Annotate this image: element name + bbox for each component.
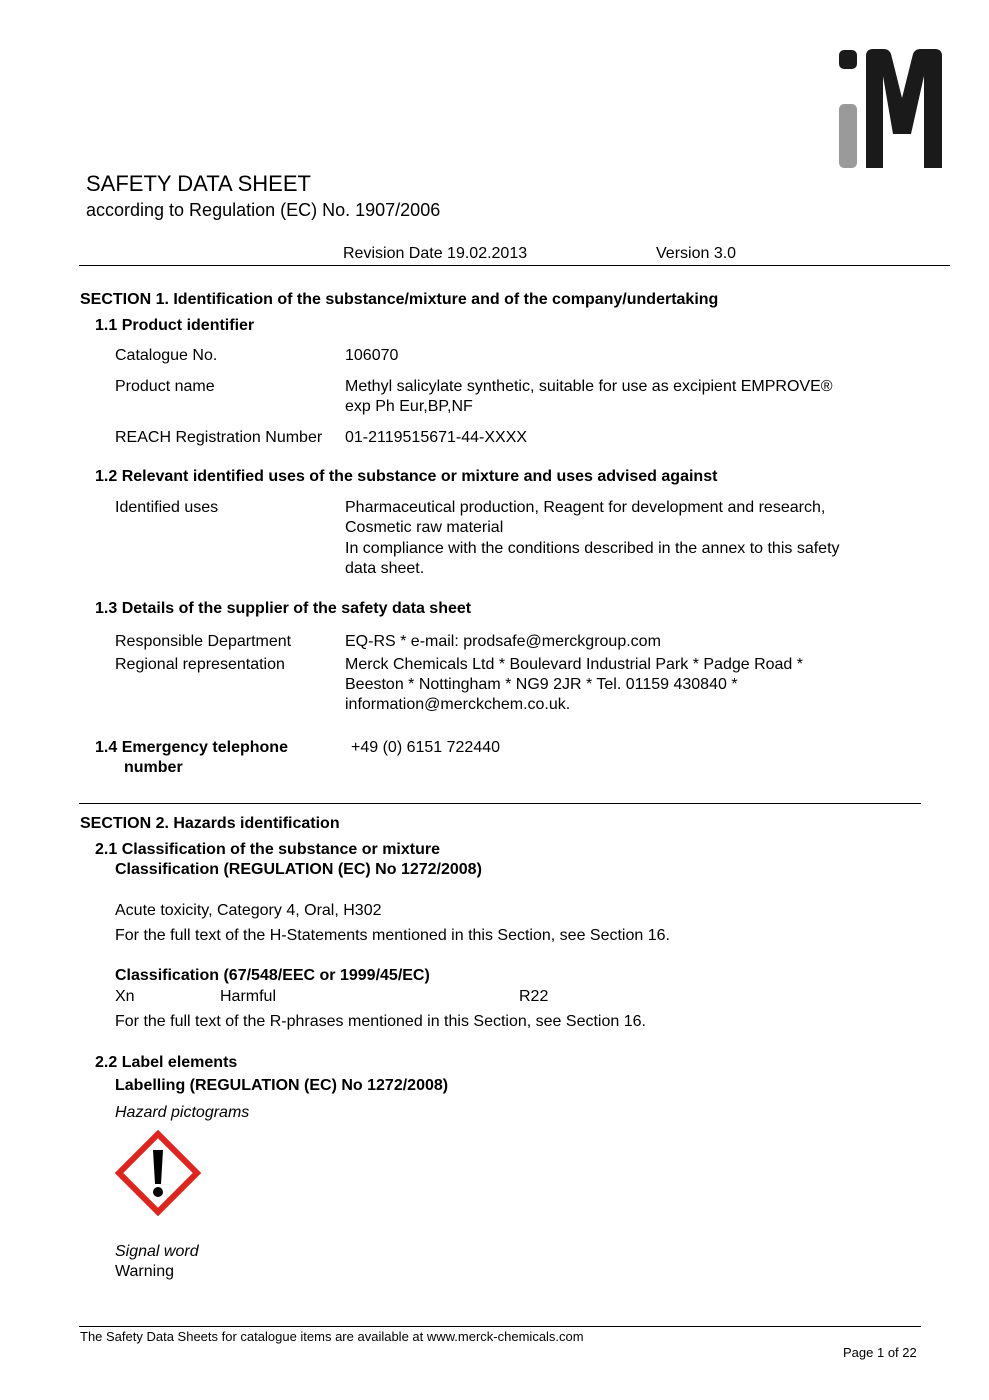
revision-date: Revision Date 19.02.2013 [343,245,528,262]
r-phrases-note: For the full text of the R-phrases mentioned in this Section, see Section 16. [115,1013,646,1030]
exclamation-mark-ghs07-icon [115,1130,201,1216]
product-name-value-line1: Methyl salicylate synthetic, suitable for use as excipient EMPROVE® [345,378,833,395]
subsection-1-2-heading: 1.2 Relevant identified uses of the substance or mixture and uses advised against [95,468,718,485]
hazard-pictograms-label: Hazard pictograms [115,1104,250,1121]
document-title: SAFETY DATA SHEET [86,171,311,196]
identified-uses-line4: data sheet. [345,560,425,577]
regional-representation-line3: information@merckchem.co.uk. [345,696,571,713]
section1-heading: SECTION 1. Identification of the substance/mixture and of the company/undertaking [80,291,719,308]
merck-logo-icon [836,46,946,170]
dsd-risk-phrase: R22 [519,988,549,1005]
product-name-label: Product name [115,378,215,395]
signal-word-label: Signal word [115,1243,199,1260]
identified-uses-line1: Pharmaceutical production, Reagent for development and research, [345,499,826,516]
subsection-1-4-heading-line1: 1.4 Emergency telephone [95,739,288,756]
dsd-symbol: Xn [115,988,135,1005]
reach-label: REACH Registration Number [115,429,323,446]
subsection-1-4-heading-line2: number [124,759,183,776]
identified-uses-line2: Cosmetic raw material [345,519,504,536]
dsd-classification-heading: Classification (67/548/EEC or 1999/45/EC) [115,967,430,984]
product-name-value-line2: exp Ph Eur,BP,NF [345,398,473,415]
signal-word-value: Warning [115,1263,174,1280]
page-number: Page 1 of 22 [843,1345,917,1360]
catalogue-label: Catalogue No. [115,347,218,364]
catalogue-value: 106070 [345,347,399,364]
subsection-1-1-heading: 1.1 Product identifier [95,317,255,334]
section-divider [79,803,921,804]
clp-classification-value: Acute toxicity, Category 4, Oral, H302 [115,902,382,919]
section2-heading: SECTION 2. Hazards identification [80,815,340,832]
clp-classification-heading: Classification (REGULATION (EC) No 1272/2008) [115,861,482,878]
subsection-1-3-heading: 1.3 Details of the supplier of the safety data sheet [95,600,472,617]
labelling-heading: Labelling (REGULATION (EC) No 1272/2008) [115,1077,449,1094]
footer-availability-note: The Safety Data Sheets for catalogue items are available at www.merck-chemicals.com [80,1329,584,1344]
header-divider [79,265,950,266]
document-subtitle: according to Regulation (EC) No. 1907/2006 [86,200,441,220]
responsible-department-label: Responsible Department [115,633,292,650]
emergency-telephone-value: +49 (0) 6151 722440 [351,739,501,756]
responsible-department-value: EQ-RS * e-mail: prodsafe@merckgroup.com [345,633,661,650]
regional-representation-line2: Beeston * Nottingham * NG9 2JR * Tel. 01159 430840 * [345,676,738,693]
subsection-2-2-heading: 2.2 Label elements [95,1054,238,1071]
reach-value: 01-2119515671-44-XXXX [345,429,528,446]
dsd-symbol-name: Harmful [220,988,277,1005]
h-statements-note: For the full text of the H-Statements mentioned in this Section, see Section 16. [115,927,670,944]
identified-uses-label: Identified uses [115,499,219,516]
footer-divider [79,1326,921,1327]
version: Version 3.0 [656,245,737,262]
subsection-2-1-heading: 2.1 Classification of the substance or mixture [95,841,440,858]
regional-representation-label: Regional representation [115,656,285,673]
regional-representation-line1: Merck Chemicals Ltd * Boulevard Industrial Park * Padge Road * [345,656,803,673]
identified-uses-line3: In compliance with the conditions described in the annex to this safety [345,540,840,557]
